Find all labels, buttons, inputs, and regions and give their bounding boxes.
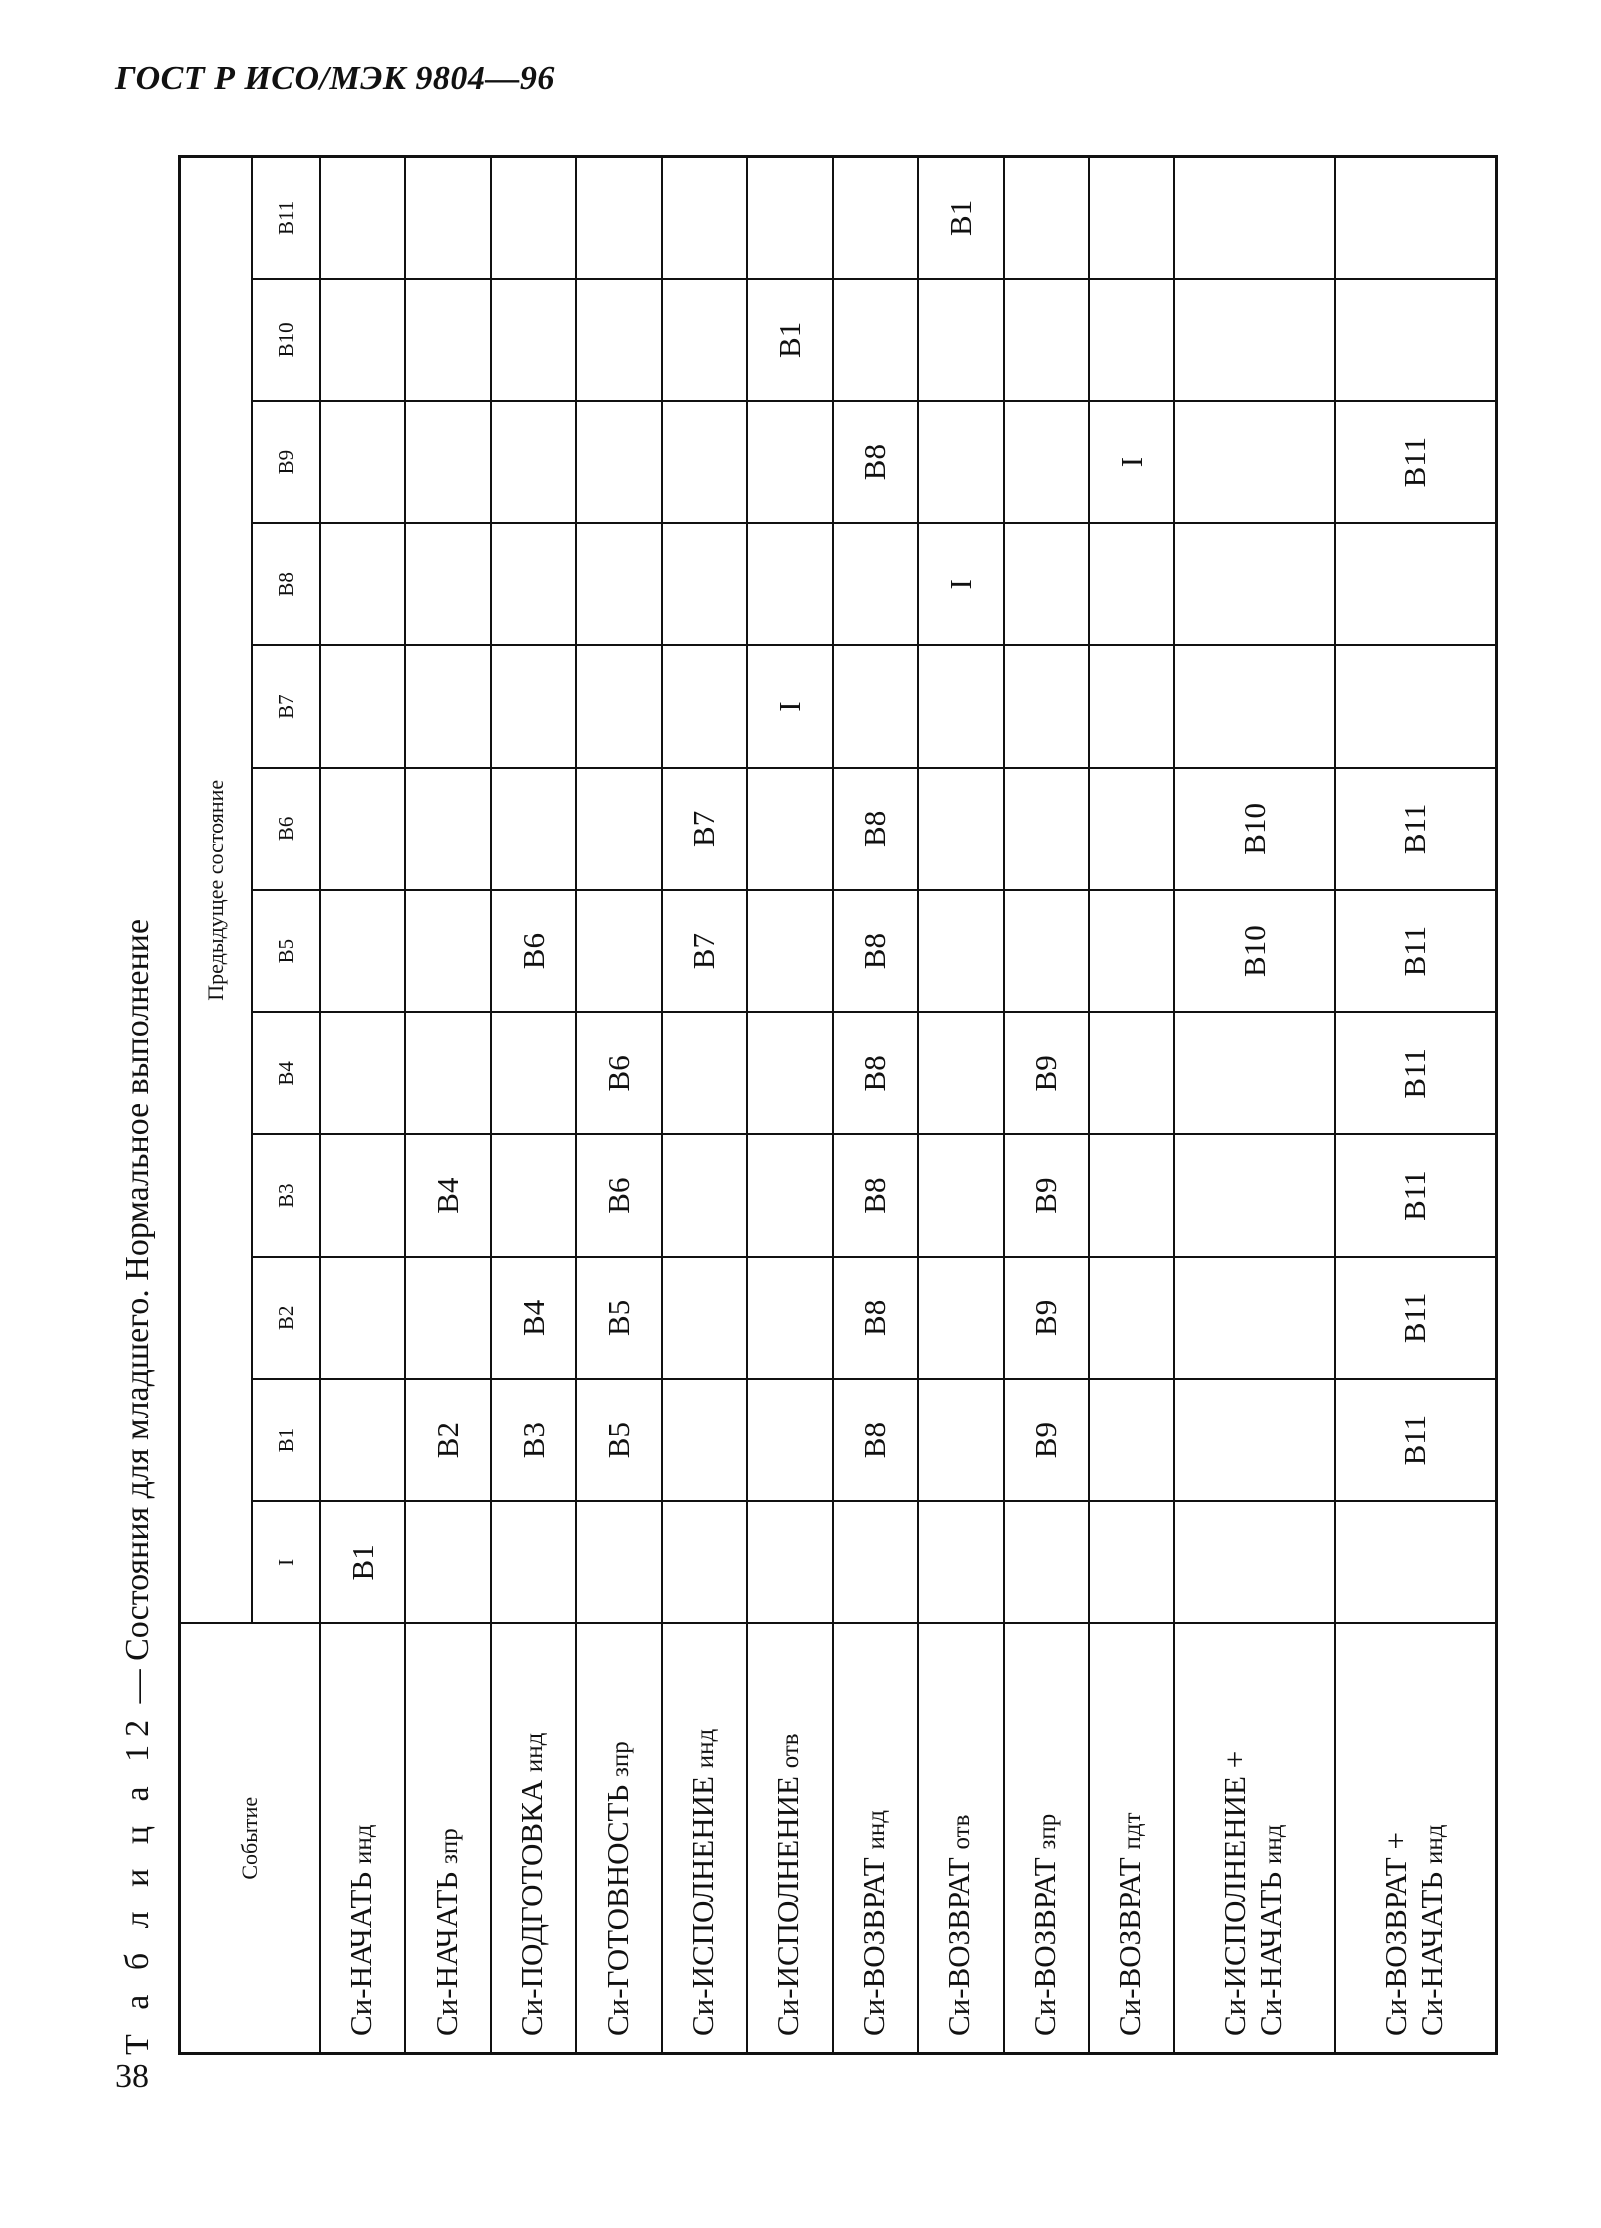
state-cell — [1174, 401, 1334, 523]
state-cell — [1174, 1501, 1334, 1623]
state-cell — [1004, 646, 1089, 768]
state-column-header: B8 — [252, 523, 320, 645]
state-cell: B5 — [576, 1379, 661, 1501]
state-cell — [320, 768, 405, 890]
state-cell — [491, 157, 576, 279]
state-column-header: B5 — [252, 890, 320, 1012]
event-name: Си-ИСПОЛНЕНИЕ + — [1217, 1750, 1253, 2036]
state-cell — [1089, 1257, 1174, 1379]
table-row — [918, 157, 1003, 2054]
state-cell: B2 — [405, 1379, 490, 1501]
rotated-content — [108, 155, 1508, 2055]
event-name: Си-ПОДГОТОВКА — [514, 1779, 550, 2036]
state-cell: B8 — [833, 1135, 918, 1257]
table-row — [1335, 157, 1497, 2054]
state-cell — [833, 646, 918, 768]
state-cell — [405, 401, 490, 523]
state-cell: B4 — [491, 1257, 576, 1379]
event-name: Си-ВОЗВРАТ — [941, 1857, 977, 2036]
state-cell: B1 — [918, 157, 1003, 279]
state-cell: B4 — [405, 1135, 490, 1257]
state-column-header: B11 — [252, 157, 320, 279]
table-row — [576, 157, 661, 2054]
state-cell — [747, 890, 832, 1012]
state-cell — [320, 523, 405, 645]
state-cell — [1335, 1501, 1497, 1623]
table-row — [1174, 157, 1334, 2054]
state-cell — [320, 1257, 405, 1379]
state-cell: B8 — [833, 401, 918, 523]
state-cell — [747, 768, 832, 890]
event-primitive: отв — [777, 1733, 805, 1769]
event-name: Си-ВОЗВРАТ — [1112, 1857, 1148, 2036]
state-cell — [491, 1135, 576, 1257]
state-cell: B7 — [662, 768, 747, 890]
rotated-table-block — [108, 155, 1508, 2055]
state-cell — [1004, 157, 1089, 279]
event-cell — [320, 1624, 405, 2054]
event-primitive: зпр — [1033, 1813, 1061, 1850]
event-column-header: Событие — [180, 1624, 321, 2054]
state-cell — [491, 646, 576, 768]
state-cell: B1 — [747, 279, 832, 401]
state-cell — [833, 279, 918, 401]
state-cell: B6 — [491, 890, 576, 1012]
states-table — [178, 155, 1498, 2055]
state-cell — [747, 523, 832, 645]
event-cell — [662, 1624, 747, 2054]
table-row — [747, 157, 832, 2054]
state-cell — [576, 1501, 661, 1623]
state-column-header: B9 — [252, 401, 320, 523]
event-primitive: отв — [948, 1814, 976, 1850]
state-cell — [662, 1257, 747, 1379]
event-cell — [491, 1624, 576, 2054]
state-column-header: B2 — [252, 1257, 320, 1379]
event-cell — [1335, 1624, 1497, 2054]
state-cell — [918, 279, 1003, 401]
state-cell — [918, 401, 1003, 523]
state-cell: I — [1089, 401, 1174, 523]
state-cell — [405, 768, 490, 890]
state-cell — [1089, 768, 1174, 890]
state-cell — [662, 279, 747, 401]
state-cell — [747, 1379, 832, 1501]
state-cell: I — [918, 523, 1003, 645]
event-cell — [1174, 1624, 1334, 2054]
state-cell — [833, 523, 918, 645]
event-name: Си-ИСПОЛНЕНИЕ — [770, 1776, 806, 2036]
state-cell — [320, 401, 405, 523]
state-cell — [662, 1012, 747, 1134]
state-cell — [918, 1379, 1003, 1501]
event-cell — [833, 1624, 918, 2054]
state-cell — [1089, 1501, 1174, 1623]
state-cell — [662, 1379, 747, 1501]
state-cell — [1089, 1012, 1174, 1134]
state-cell: B7 — [662, 890, 747, 1012]
state-cell — [491, 1012, 576, 1134]
state-cell — [1089, 890, 1174, 1012]
state-cell — [320, 1135, 405, 1257]
event-cell — [1089, 1624, 1174, 2054]
state-cell — [918, 1501, 1003, 1623]
state-cell: B8 — [833, 1012, 918, 1134]
state-cell — [1089, 523, 1174, 645]
event-name: Си-ВОЗВРАТ — [1026, 1857, 1062, 2036]
state-column-header: I — [252, 1501, 320, 1623]
state-cell: B11 — [1335, 1135, 1497, 1257]
state-cell — [662, 401, 747, 523]
state-cell — [405, 157, 490, 279]
state-cell: B10 — [1174, 768, 1334, 890]
state-cell — [1335, 279, 1497, 401]
state-cell — [1174, 157, 1334, 279]
state-cell: B6 — [576, 1135, 661, 1257]
state-column-header: B3 — [252, 1135, 320, 1257]
table-body — [320, 157, 1497, 2054]
state-cell — [576, 279, 661, 401]
state-cell — [320, 157, 405, 279]
table-row — [662, 157, 747, 2054]
table-row — [833, 157, 918, 2054]
state-cell — [1004, 1501, 1089, 1623]
state-cell — [1174, 646, 1334, 768]
state-cell — [576, 646, 661, 768]
state-cell: B8 — [833, 1257, 918, 1379]
state-column-header: B10 — [252, 279, 320, 401]
state-cell — [576, 890, 661, 1012]
event-primitive: пдт — [1119, 1812, 1147, 1850]
state-cell: B9 — [1004, 1012, 1089, 1134]
state-cell: B9 — [1004, 1379, 1089, 1501]
state-cell — [491, 768, 576, 890]
state-cell — [576, 768, 661, 890]
state-cell: B8 — [833, 768, 918, 890]
state-cell — [1335, 646, 1497, 768]
event-name: Си-ВОЗВРАТ — [855, 1857, 891, 2036]
event-primitive: инд — [1260, 1824, 1288, 1865]
state-cell — [576, 157, 661, 279]
event-cell — [576, 1624, 661, 2054]
state-cell — [576, 401, 661, 523]
event-primitive: инд — [691, 1728, 719, 1769]
state-cell — [576, 523, 661, 645]
state-cell — [491, 1501, 576, 1623]
state-cell — [1174, 1379, 1334, 1501]
table-row — [405, 157, 490, 2054]
state-cell — [405, 1012, 490, 1134]
state-cell — [1004, 401, 1089, 523]
state-cell — [1004, 523, 1089, 645]
state-cell — [1174, 1257, 1334, 1379]
state-cell — [1004, 768, 1089, 890]
state-cell: B9 — [1004, 1257, 1089, 1379]
state-cell — [320, 646, 405, 768]
state-column-header: B1 — [252, 1379, 320, 1501]
table-caption — [108, 155, 168, 2055]
state-cell — [405, 523, 490, 645]
state-cell: B1 — [320, 1501, 405, 1623]
state-cell — [320, 279, 405, 401]
state-cell — [1089, 1135, 1174, 1257]
state-cell — [1174, 1135, 1334, 1257]
table-row — [491, 157, 576, 2054]
state-cell: B11 — [1335, 768, 1497, 890]
state-cell — [662, 1501, 747, 1623]
state-cell — [747, 1257, 832, 1379]
event-cell — [747, 1624, 832, 2054]
state-cell: B9 — [1004, 1135, 1089, 1257]
event-name: Си-НАЧАТЬ — [343, 1871, 379, 2036]
state-cell: I — [747, 646, 832, 768]
state-cell — [747, 157, 832, 279]
event-name: Си-ГОТОВНОСТЬ — [599, 1784, 635, 2036]
state-cell — [662, 646, 747, 768]
state-cell — [747, 1135, 832, 1257]
state-cell — [918, 890, 1003, 1012]
state-cell — [491, 279, 576, 401]
event-name: Си-ВОЗВРАТ + — [1377, 1832, 1413, 2036]
event-primitive: инд — [350, 1824, 378, 1865]
table-row — [320, 157, 405, 2054]
state-cell — [918, 1135, 1003, 1257]
state-cell — [405, 1257, 490, 1379]
state-cell — [918, 1012, 1003, 1134]
state-column-header: B4 — [252, 1012, 320, 1134]
event-primitive: зпр — [435, 1828, 463, 1865]
event-primitive: зпр — [606, 1741, 634, 1777]
state-cell — [1089, 157, 1174, 279]
state-cell: B8 — [833, 1379, 918, 1501]
page-number: 38 — [115, 2058, 149, 2095]
state-cell — [320, 1012, 405, 1134]
state-cell — [747, 401, 832, 523]
state-cell — [1174, 1012, 1334, 1134]
state-cell — [405, 890, 490, 1012]
state-column-header: B6 — [252, 768, 320, 890]
state-cell: B8 — [833, 890, 918, 1012]
state-cell — [491, 401, 576, 523]
state-cell: B11 — [1335, 890, 1497, 1012]
state-cell — [1004, 279, 1089, 401]
state-cell — [405, 1501, 490, 1623]
event-primitive: инд — [862, 1810, 890, 1850]
state-cell — [747, 1012, 832, 1134]
table-row — [1004, 157, 1089, 2054]
state-cell — [918, 1257, 1003, 1379]
state-cell — [1089, 1379, 1174, 1501]
event-primitive: инд — [521, 1732, 549, 1773]
state-cell — [918, 646, 1003, 768]
state-cell — [1004, 890, 1089, 1012]
previous-state-header: Предыдущее состояние — [180, 157, 253, 1624]
state-cell: B6 — [576, 1012, 661, 1134]
state-cell — [833, 1501, 918, 1623]
state-cell — [320, 1379, 405, 1501]
event-name-line2: Си-НАЧАТЬ — [1413, 1871, 1449, 2036]
state-cell — [405, 279, 490, 401]
event-cell — [918, 1624, 1003, 2054]
state-cell — [1335, 157, 1497, 279]
event-primitive: инд — [1420, 1824, 1448, 1865]
event-name: Си-ИСПОЛНЕНИЕ — [684, 1776, 720, 2036]
state-cell — [662, 157, 747, 279]
state-cell — [918, 768, 1003, 890]
header-row-1 — [180, 157, 253, 2054]
caption-prefix: Т а б л и ц а 12 — [119, 1711, 156, 2055]
state-cell: B11 — [1335, 401, 1497, 523]
state-cell: B11 — [1335, 1257, 1497, 1379]
state-cell — [747, 1501, 832, 1623]
state-cell — [833, 157, 918, 279]
state-cell — [1174, 279, 1334, 401]
state-cell — [320, 890, 405, 1012]
event-cell — [405, 1624, 490, 2054]
running-header: ГОСТ Р ИСО/МЭК 9804—96 — [115, 60, 555, 97]
state-column-header: B7 — [252, 646, 320, 768]
state-cell: B11 — [1335, 1379, 1497, 1501]
event-name-line2: Си-НАЧАТЬ — [1253, 1871, 1289, 2036]
caption-text: — Состояния для младшего. Нормальное выполнение — [119, 918, 156, 1712]
state-cell — [1089, 279, 1174, 401]
state-cell: B3 — [491, 1379, 576, 1501]
state-cell — [1089, 646, 1174, 768]
state-cell — [1335, 523, 1497, 645]
state-cell: B11 — [1335, 1012, 1497, 1134]
state-cell: B10 — [1174, 890, 1334, 1012]
state-cell: B5 — [576, 1257, 661, 1379]
table-row — [1089, 157, 1174, 2054]
state-cell — [405, 646, 490, 768]
state-cell — [1174, 523, 1334, 645]
state-cell — [662, 523, 747, 645]
state-cell — [491, 523, 576, 645]
state-cell — [662, 1135, 747, 1257]
event-name: Си-НАЧАТЬ — [428, 1871, 464, 2036]
event-cell — [1004, 1624, 1089, 2054]
